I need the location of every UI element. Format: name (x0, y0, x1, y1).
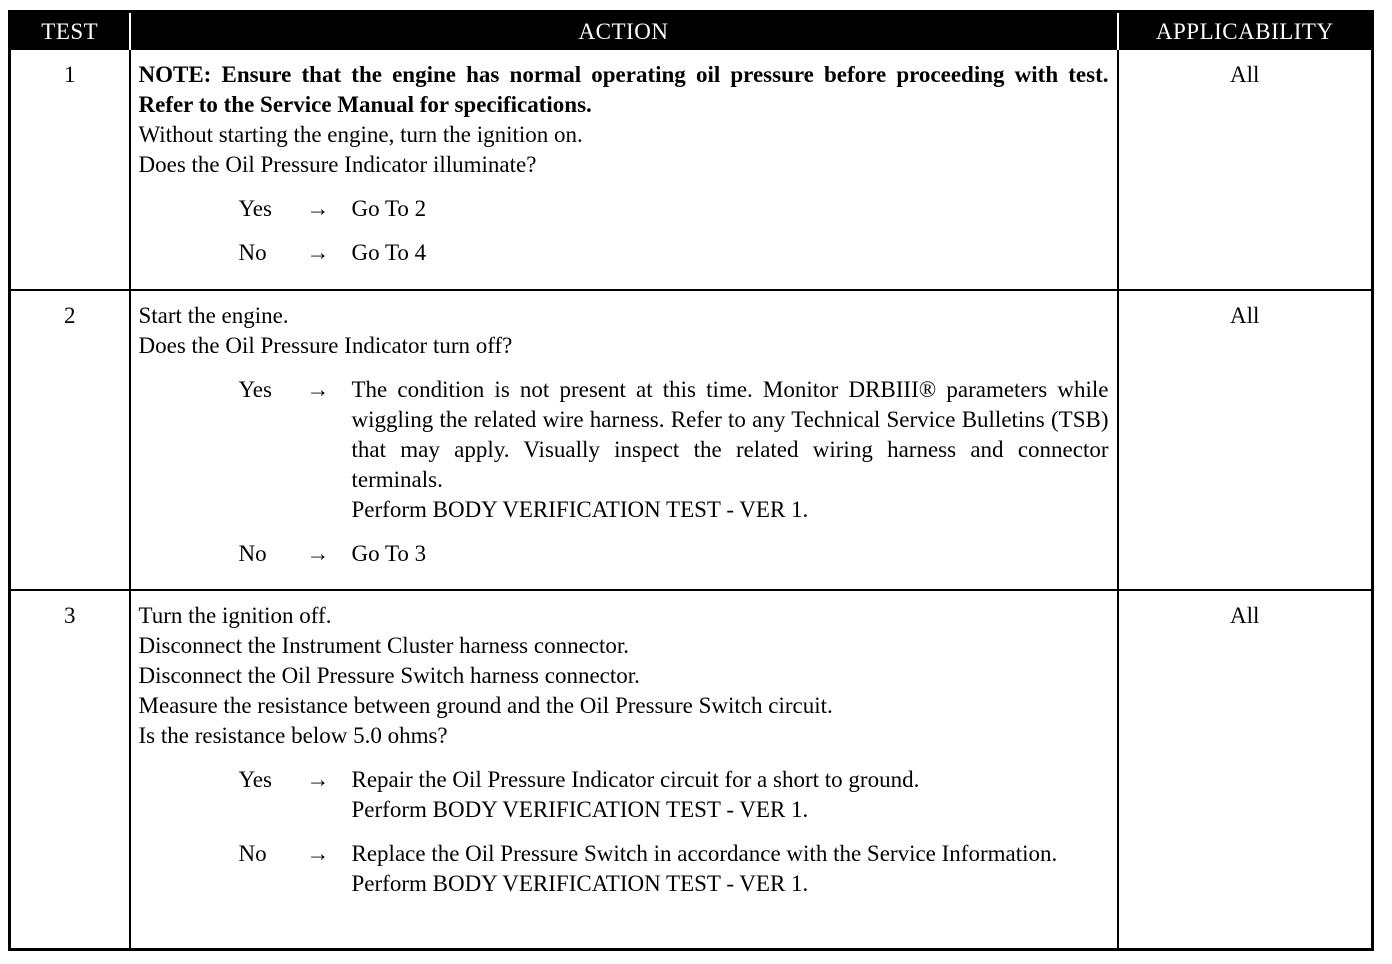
branch-label: No (238, 240, 267, 265)
branch-label: No (238, 841, 267, 866)
header-test: TEST (10, 12, 130, 51)
applicability-value: All (1118, 50, 1373, 290)
action-cell (130, 590, 1118, 950)
action-cell (130, 50, 1118, 290)
action-line: Disconnect the Oil Pressure Switch harness connector. (138, 663, 640, 688)
branch-text: Repair the Oil Pressure Indicator circuit for a short to ground. (351, 767, 920, 792)
branch-result (352, 238, 1109, 268)
applicability-value: All (1118, 290, 1373, 590)
branch-label: No (238, 541, 267, 566)
action-question: Does the Oil Pressure Indicator turn off? (138, 333, 513, 358)
test-number: 1 (10, 50, 130, 290)
branch-result (352, 375, 1109, 525)
right-arrow-icon: → (306, 767, 330, 792)
action-question: Does the Oil Pressure Indicator illuminate? (138, 152, 537, 177)
branch-no (139, 238, 1109, 268)
branch-text: Go To 2 (351, 196, 427, 221)
branch-yes (139, 375, 1109, 525)
branch-result (352, 765, 1109, 825)
right-arrow-icon: → (306, 841, 330, 866)
branch-text: The condition is not present at this time. Monitor DRBIII® parameters while wiggling the related wire harness. Refer to any Technical Service Bulletins (TSB) that may apply. Visually inspect the related wiring harness and connector terminals. (351, 377, 1109, 492)
branch-text: Perform BODY VERIFICATION TEST - VER 1. (351, 497, 809, 522)
right-arrow-icon: → (306, 240, 330, 265)
action-line: Start the engine. (138, 303, 289, 328)
branch-result (352, 839, 1109, 899)
note-text: NOTE: Ensure that the engine has normal operating oil pressure before proceeding with test. Refer to the Service Manual for specifications. (138, 62, 1109, 117)
action-line: Disconnect the Instrument Cluster harness connector. (138, 633, 630, 658)
branch-text: Perform BODY VERIFICATION TEST - VER 1. (351, 871, 809, 896)
branch-result (352, 539, 1109, 569)
branch-text: Perform BODY VERIFICATION TEST - VER 1. (351, 797, 809, 822)
action-question: Is the resistance below 5.0 ohms? (138, 723, 448, 748)
diagnostic-test-table (8, 10, 1374, 951)
test-number: 3 (10, 590, 130, 950)
right-arrow-icon: → (306, 196, 330, 221)
table-row (10, 590, 1373, 950)
table-row (10, 50, 1373, 290)
branch-no (139, 539, 1109, 569)
branch-text: Go To 3 (351, 541, 427, 566)
test-number: 2 (10, 290, 130, 590)
action-line: Without starting the engine, turn the ignition on. (138, 122, 583, 147)
right-arrow-icon: → (306, 377, 330, 402)
header-applicability: APPLICABILITY (1118, 12, 1373, 51)
branch-yes (139, 765, 1109, 825)
table-row (10, 290, 1373, 590)
applicability-value: All (1118, 590, 1373, 950)
branch-result (352, 194, 1109, 224)
branch-label: Yes (238, 377, 272, 402)
branch-label: Yes (238, 767, 272, 792)
right-arrow-icon: → (306, 541, 330, 566)
branch-label: Yes (238, 196, 272, 221)
header-action: ACTION (130, 12, 1118, 51)
branch-text: Go To 4 (351, 240, 427, 265)
header-row (10, 12, 1373, 51)
action-cell (130, 290, 1118, 590)
action-line: Turn the ignition off. (138, 603, 332, 628)
branch-text: Replace the Oil Pressure Switch in accordance with the Service Information. (351, 841, 1058, 866)
action-line: Measure the resistance between ground and the Oil Pressure Switch circuit. (138, 693, 833, 718)
branch-yes (139, 194, 1109, 224)
branch-no (139, 839, 1109, 899)
